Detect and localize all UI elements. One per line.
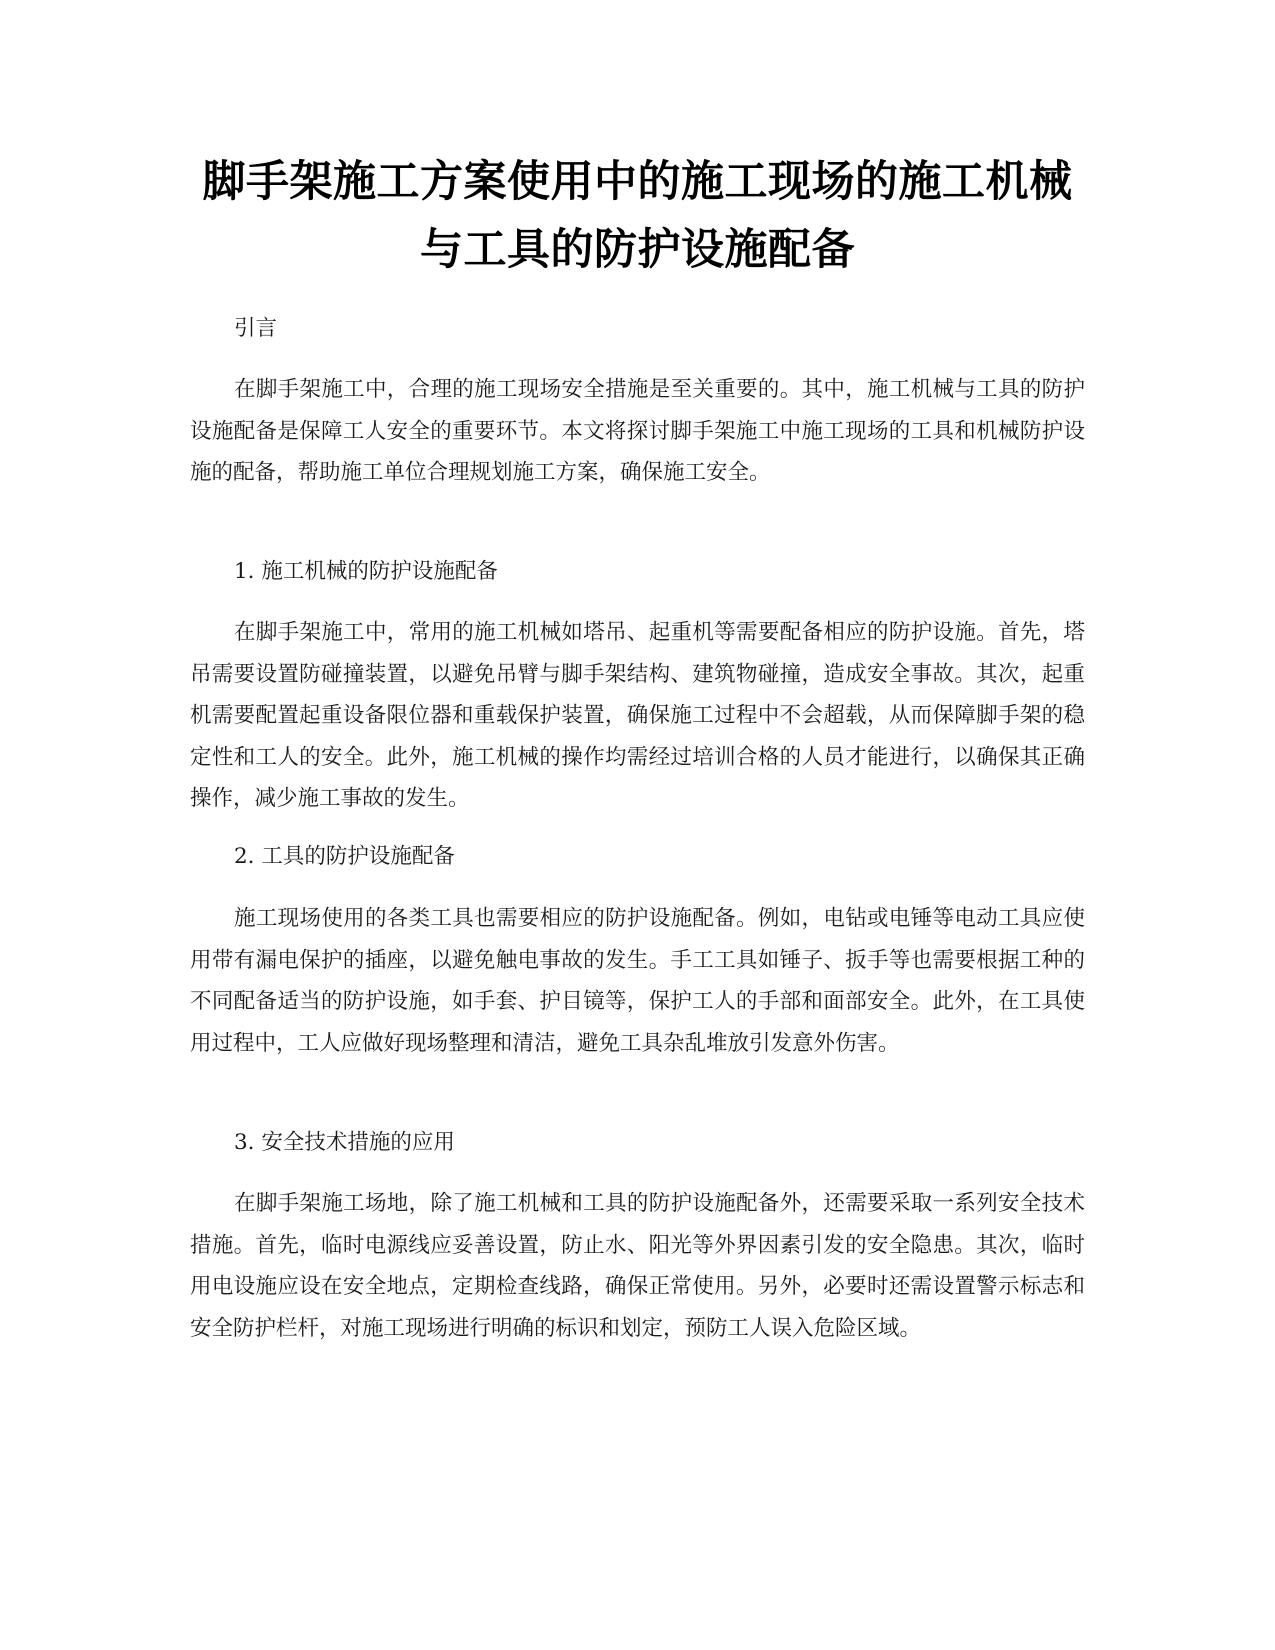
intro-heading: 引言 [234,316,278,341]
section-2-heading: 2. 工具的防护设施配备 [234,844,455,869]
document-title: 脚手架施工方案使用中的施工现场的施工机械与工具的防护设施配备 [202,157,1073,275]
section-3-heading: 3. 安全技术措施的应用 [234,1130,455,1155]
intro-paragraph: 在脚手架施工中，合理的施工现场安全措施是至关重要的。其中，施工机械与工具的防护设施配备是保障工人安全的重要环节。本文将探讨脚手架施工中施工现场的工具和机械防护设施的配备，帮助施工单位合理规划施工方案，确保施工安全。 [190,377,1085,485]
section-2-paragraph: 施工现场使用的各类工具也需要相应的防护设施配备。例如，电钻或电锤等电动工具应使用带有漏电保护的插座，以避免触电事故的发生。手工工具如锤子、扳手等也需要根据工种的不同配备适当的防护设施，如手套、护目镜等，保护工人的手部和面部安全。此外，在工具使用过程中，工人应做好现场整理和清洁，避免工具杂乱堆放引发意外伤害。 [190,906,1085,1056]
section-1-heading: 1. 施工机械的防护设施配备 [234,559,498,584]
section-1-paragraph: 在脚手架施工中，常用的施工机械如塔吊、起重机等需要配备相应的防护设施。首先，塔吊需要设置防碰撞装置，以避免吊臂与脚手架结构、建筑物碰撞，造成安全事故。其次，起重机需要配置起重设备限位器和重载保护装置，确保施工过程中不会超载，从而保障脚手架的稳定性和工人的安全。此外，施工机械的操作均需经过培训合格的人员才能进行，以确保其正确操作，减少施工事故的发生。 [190,620,1085,811]
section-3-paragraph: 在脚手架施工场地，除了施工机械和工具的防护设施配备外，还需要采取一系列安全技术措施。首先，临时电源线应妥善设置，防止水、阳光等外界因素引发的安全隐患。其次，临时用电设施应设在安全地点，定期检查线路，确保正常使用。另外，必要时还需设置警示标志和安全防护栏杆，对施工现场进行明确的标识和划定，预防工人误入危险区域。 [190,1191,1085,1341]
